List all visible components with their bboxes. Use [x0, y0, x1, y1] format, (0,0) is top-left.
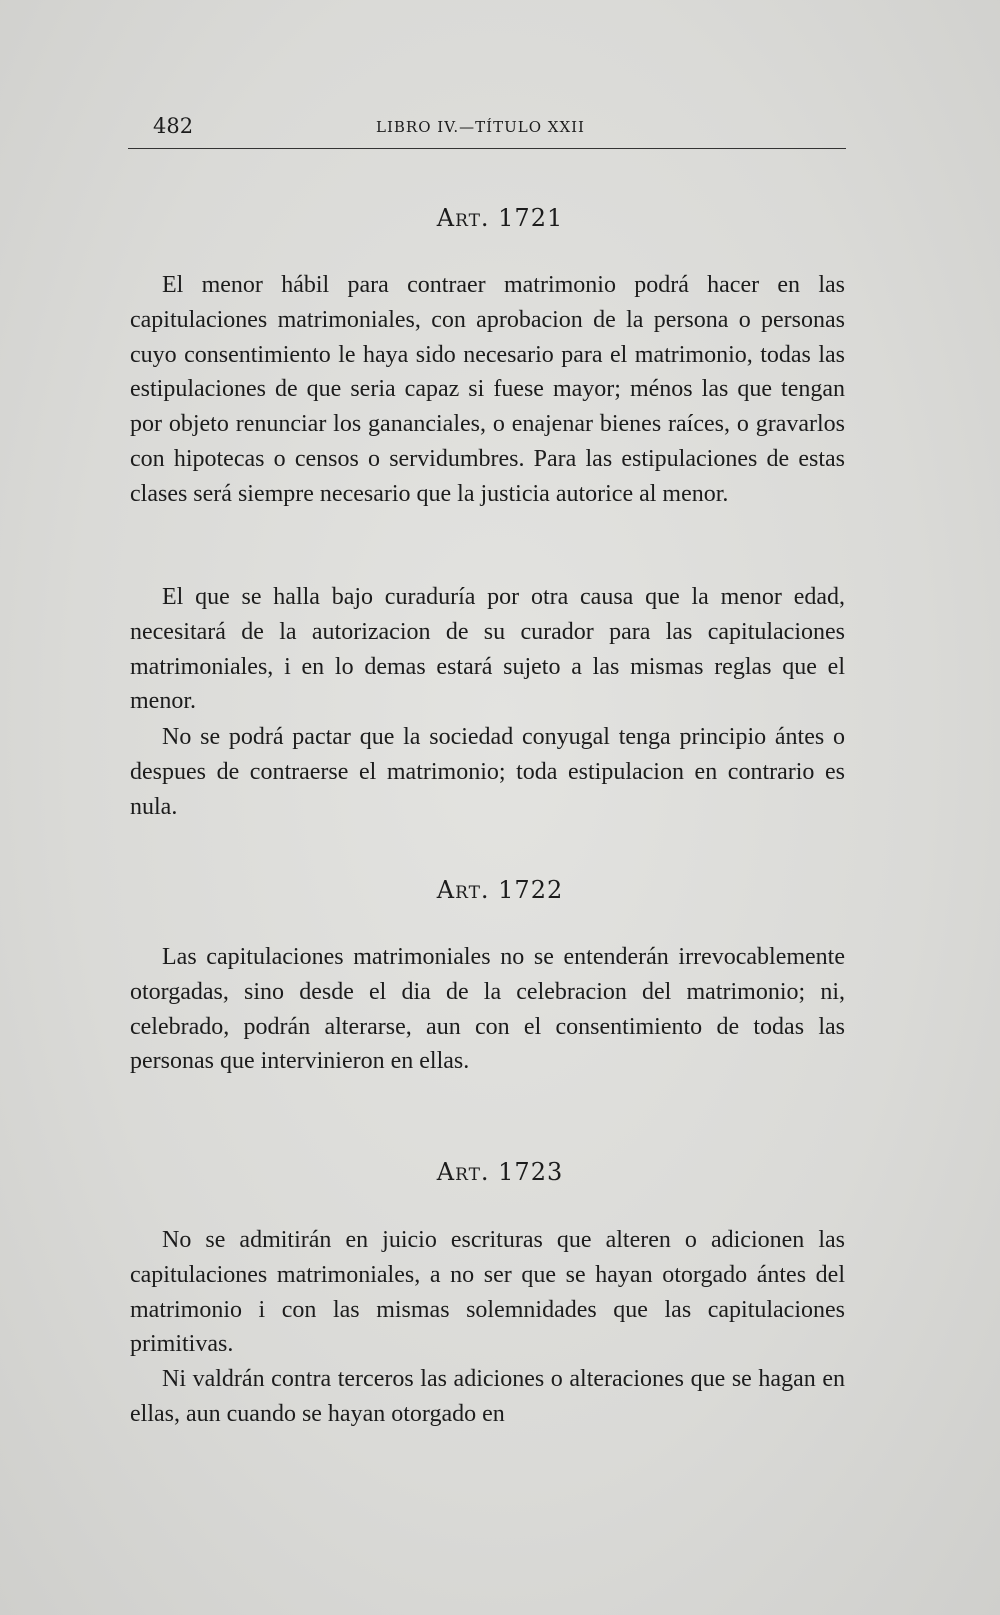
- running-title: LIBRO IV.—TÍTULO XXII: [376, 118, 585, 136]
- article-heading-1721: Art. 1721: [436, 204, 564, 232]
- article-1721-paragraph-1: El menor hábil para contraer matrimonio podrá hacer en las capitulaciones matrimoniales, con aprobacion de la persona o personas cuyo consentimiento le haya sido necesario para el matrimonio, todas las estipulaciones de que seria capaz si fuese mayor; ménos las que tengan por objeto renunciar los gananciales, o enajenar bienes raíces, o gravarlos con hipotecas o censos o servidumbres. Para las estipulaciones de estas clases será siempre necesario que la justicia autorice al menor.: [130, 272, 845, 507]
- article-1723-paragraph-1: No se admitirán en juicio escrituras que alteren o adicionen las capitulaciones matrimoniales, a no ser que se hayan otorgado ántes del matrimonio i con las mismas solemnidades que las capitulaciones primitivas.: [130, 1227, 845, 1358]
- article-1721-paragraph-3: No se podrá pactar que la sociedad conyugal tenga principio ántes o despues de contraerse el matrimonio; toda estipulacion en contrario es nula.: [130, 724, 845, 820]
- page-header: [128, 108, 846, 149]
- article-heading-1722: Art. 1722: [436, 876, 564, 904]
- page-number: 482: [153, 114, 194, 138]
- article-1723-paragraph-2: Ni valdrán contra terceros las adiciones o alteraciones que se hagan en ellas, aun cuando se hayan otorgado en: [130, 1366, 845, 1427]
- article-1722-paragraph-1: Las capitulaciones matrimoniales no se entenderán irrevocablemente otorgadas, sino desde el dia de la celebracion del matrimonio; ni, celebrado, podrán alterarse, aun con el consentimiento de todas las personas que intervinieron en ellas.: [130, 944, 845, 1075]
- article-heading-1723: Art. 1723: [436, 1158, 564, 1186]
- article-1721-paragraph-2: El que se halla bajo curaduría por otra causa que la menor edad, necesitará de la autorizacion de su curador para las capitulaciones matrimoniales, i en lo demas estará sujeto a las mismas reglas que el menor.: [130, 584, 845, 715]
